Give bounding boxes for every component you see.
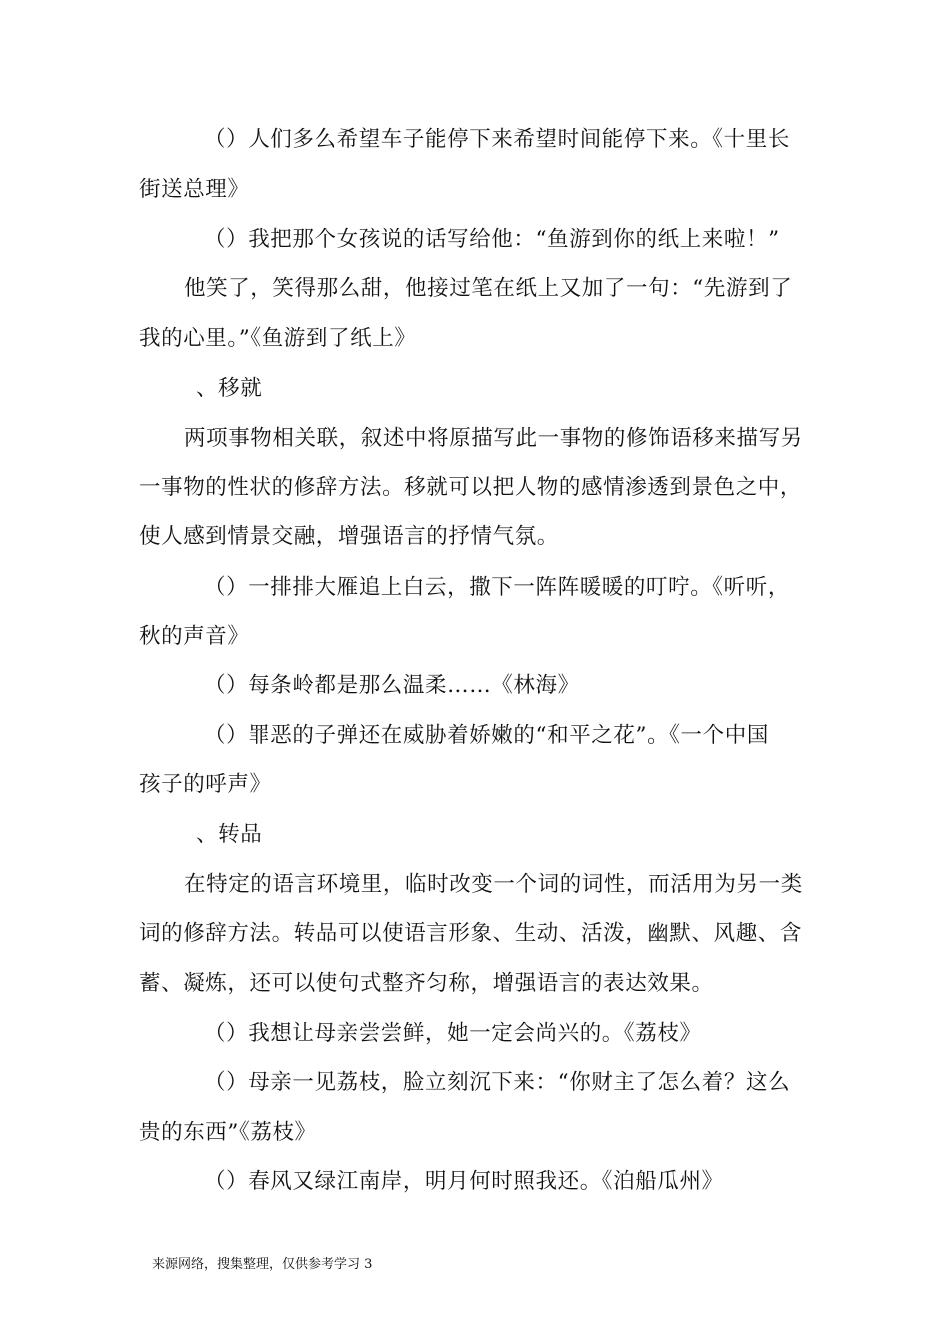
text-line-13: （）罪恶的子弹还在威胁着娇嫩的“和平之花”。《一个中国 xyxy=(204,723,769,748)
text-line-17: 词的修辞方法。转品可以使语言形象、生动、活泼，幽默、风趣、含 xyxy=(139,921,803,946)
section-heading-zhuanpin: 、转品 xyxy=(196,822,263,847)
text-line-16: 在特定的语言环境里，临时改变一个词的词性，而活用为另一类 xyxy=(184,872,803,897)
text-line-7: 两项事物相关联，叙述中将原描写此一事物的修饰语移来描写另 xyxy=(184,426,803,451)
text-line-3: （）我把那个女孩说的话写给他：“鱼游到你的纸上来啦！” xyxy=(204,227,780,252)
text-line-12: （）每条岭都是那么温柔……《林海》 xyxy=(204,673,580,698)
text-line-14: 孩子的呼声》 xyxy=(139,772,272,797)
section-heading-yijiu: 、移就 xyxy=(196,376,263,401)
text-line-10: （）一排排大雁追上白云，撒下一阵阵暖暖的叮咛。《听听， xyxy=(204,575,790,600)
text-line-20: （）母亲一见荔枝，脸立刻沉下来：“你财主了怎么着？这么 xyxy=(204,1070,791,1095)
text-line-19: （）我想让母亲尝尝鲜，她一定会尚兴的。《荔枝》 xyxy=(204,1021,702,1046)
text-line-21: 贵的东西”《荔枝》 xyxy=(139,1120,317,1145)
text-line-8: 一事物的性状的修辞方法。移就可以把人物的感情渗透到景色之中， xyxy=(139,475,803,500)
text-line-11: 秋的声音》 xyxy=(139,624,250,649)
text-line-2: 街送总理》 xyxy=(139,177,250,202)
text-line-1: （）人们多么希望车子能停下来希望时间能停下来。《十里长 xyxy=(204,127,790,152)
text-line-18: 蓄、凝炼，还可以使句式整齐匀称，增强语言的表达效果。 xyxy=(139,971,714,996)
text-line-4: 他笑了，笑得那么甜，他接过笔在纸上又加了一句：“先游到了 xyxy=(184,276,793,301)
text-line-5: 我的心里。”《鱼游到了纸上》 xyxy=(139,326,417,351)
text-line-9: 使人感到情景交融，增强语言的抒情气氛。 xyxy=(139,524,559,549)
page-footer: 来源网络，搜集整理，仅供参考学习 3 xyxy=(152,1257,373,1272)
text-line-22: （）春风又绿江南岸，明月何时照我还。《泊船瓜州》 xyxy=(204,1169,724,1194)
